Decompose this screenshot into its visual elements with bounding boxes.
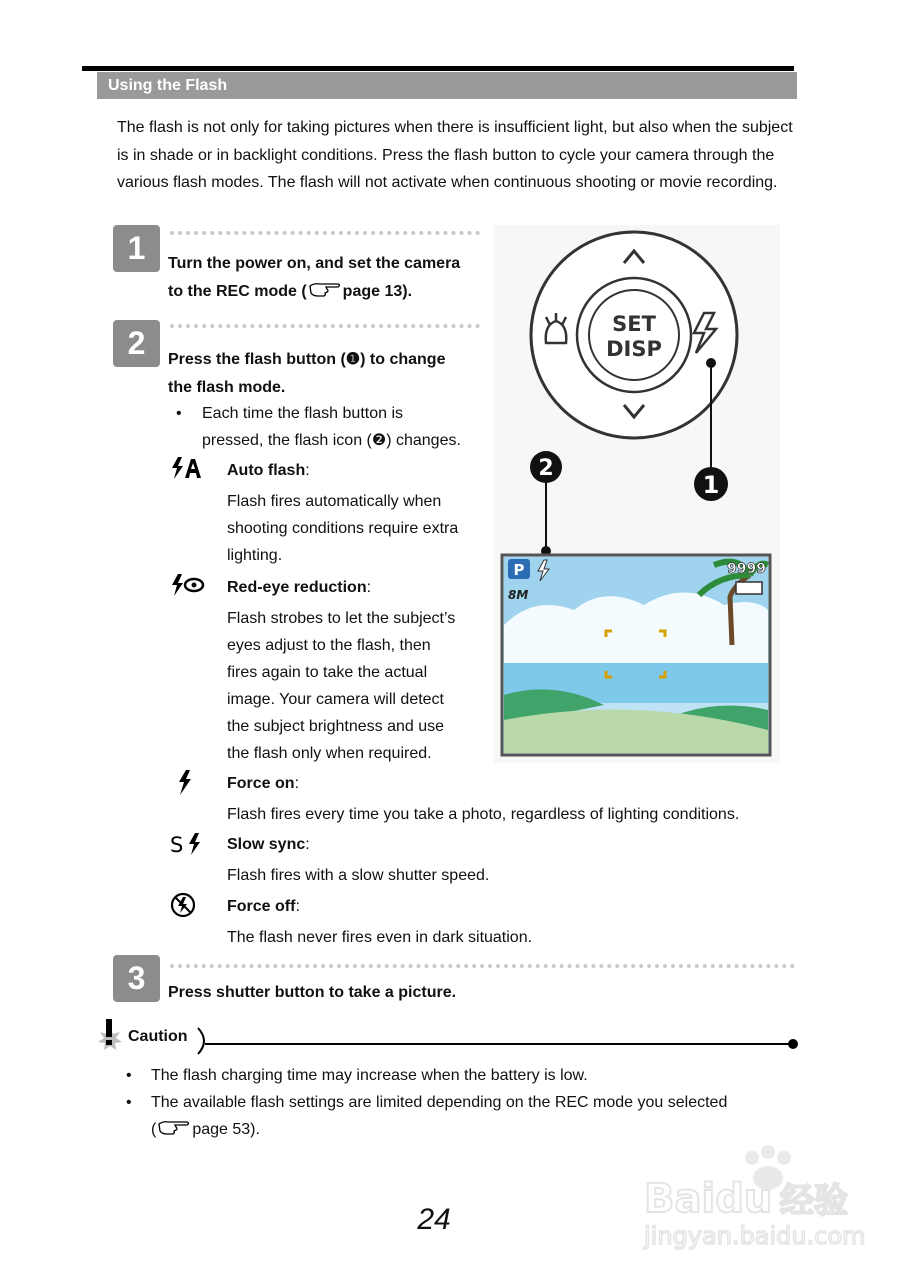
lcd-resolution: 8M <box>508 588 529 602</box>
bullet-icon: • <box>176 405 182 422</box>
mode-red-eye: Red-eye reduction: Flash strobes to let the subject’s eyes adjust to the flash, then fires again to take the actual image. Your camera will detect the subject brightness and use the flash only when required. <box>227 579 456 762</box>
force-off-icon <box>168 892 208 918</box>
caution-title: Caution <box>128 1028 188 1045</box>
step-divider <box>170 324 480 328</box>
mode-slow-sync: Slow sync: Flash fires with a slow shutter speed. <box>227 836 490 884</box>
caution-icon <box>94 1018 126 1056</box>
step-1-text: Turn the power on, and set the camera to the REC mode ( page 13). <box>168 255 461 300</box>
svg-text:1: 1 <box>702 471 720 499</box>
svg-text:2: 2 <box>538 456 554 481</box>
mode-auto-flash: Auto flash: Flash fires automatically when shooting conditions require extra lighting. <box>227 462 459 564</box>
caution-bullet-1: The flash charging time may increase when the battery is low. <box>151 1067 588 1084</box>
step-divider <box>170 231 480 235</box>
mode-force-off: Force off: The flash never fires even in dark situation. <box>227 898 533 946</box>
caution-bullet-2: The available flash settings are limited depending on the REC mode you selected ( page 53). <box>151 1094 728 1138</box>
step-3-text: Press shutter button to take a picture. <box>168 984 457 1001</box>
camera-illustration <box>494 225 784 765</box>
hand-pointer-icon <box>308 279 342 299</box>
svg-text:S: S <box>170 833 184 857</box>
auto-flash-icon <box>170 455 210 481</box>
battery-icon <box>736 582 762 594</box>
intro-paragraph: The flash is not only for taking pictures when there is insufficient light, but also when the subject is in shade or in backlight conditions. Press the flash button to cycle your camera through the various flash modes. The flash will not activate when continuous shooting or movie recording. <box>117 119 793 191</box>
step-badge-2: 2 <box>113 320 160 367</box>
svg-text:Baidu: Baidu <box>644 1176 773 1222</box>
top-rule <box>82 66 794 71</box>
step-divider <box>170 964 795 968</box>
baidu-watermark <box>640 1140 880 1260</box>
step-badge-1: 1 <box>113 225 160 272</box>
page-number: 24 <box>417 1203 451 1236</box>
bullet-icon: • <box>126 1067 132 1084</box>
slow-sync-icon <box>170 831 210 857</box>
red-eye-icon <box>170 572 210 598</box>
svg-text:jingyan.baidu.com: jingyan.baidu.com <box>644 1222 866 1250</box>
section-title: Using the Flash <box>97 72 797 99</box>
force-on-icon <box>170 769 210 795</box>
mode-force-on: Force on: Flash fires every time you take a photo, regardless of lighting conditions. <box>227 775 740 823</box>
step-badge-3: 3 <box>113 955 160 1002</box>
lcd-mode: P <box>513 561 525 579</box>
disp-label: DISP <box>606 337 662 361</box>
hand-pointer-icon <box>157 1117 191 1137</box>
caution-rule <box>205 1043 792 1045</box>
svg-text:经验: 经验 <box>780 1181 848 1221</box>
set-label: SET <box>612 312 656 336</box>
caution-rule-end <box>788 1039 798 1049</box>
step-2-bullet: Each time the flash button is pressed, the flash icon (❷) changes. <box>202 405 461 449</box>
bullet-icon: • <box>126 1094 132 1111</box>
step-2-text: Press the flash button (❶) to change the flash mode. <box>168 351 446 396</box>
lcd-shot-count: 9999 <box>727 561 766 577</box>
lcd-screen <box>502 555 770 755</box>
caution-bracket <box>196 1026 212 1056</box>
